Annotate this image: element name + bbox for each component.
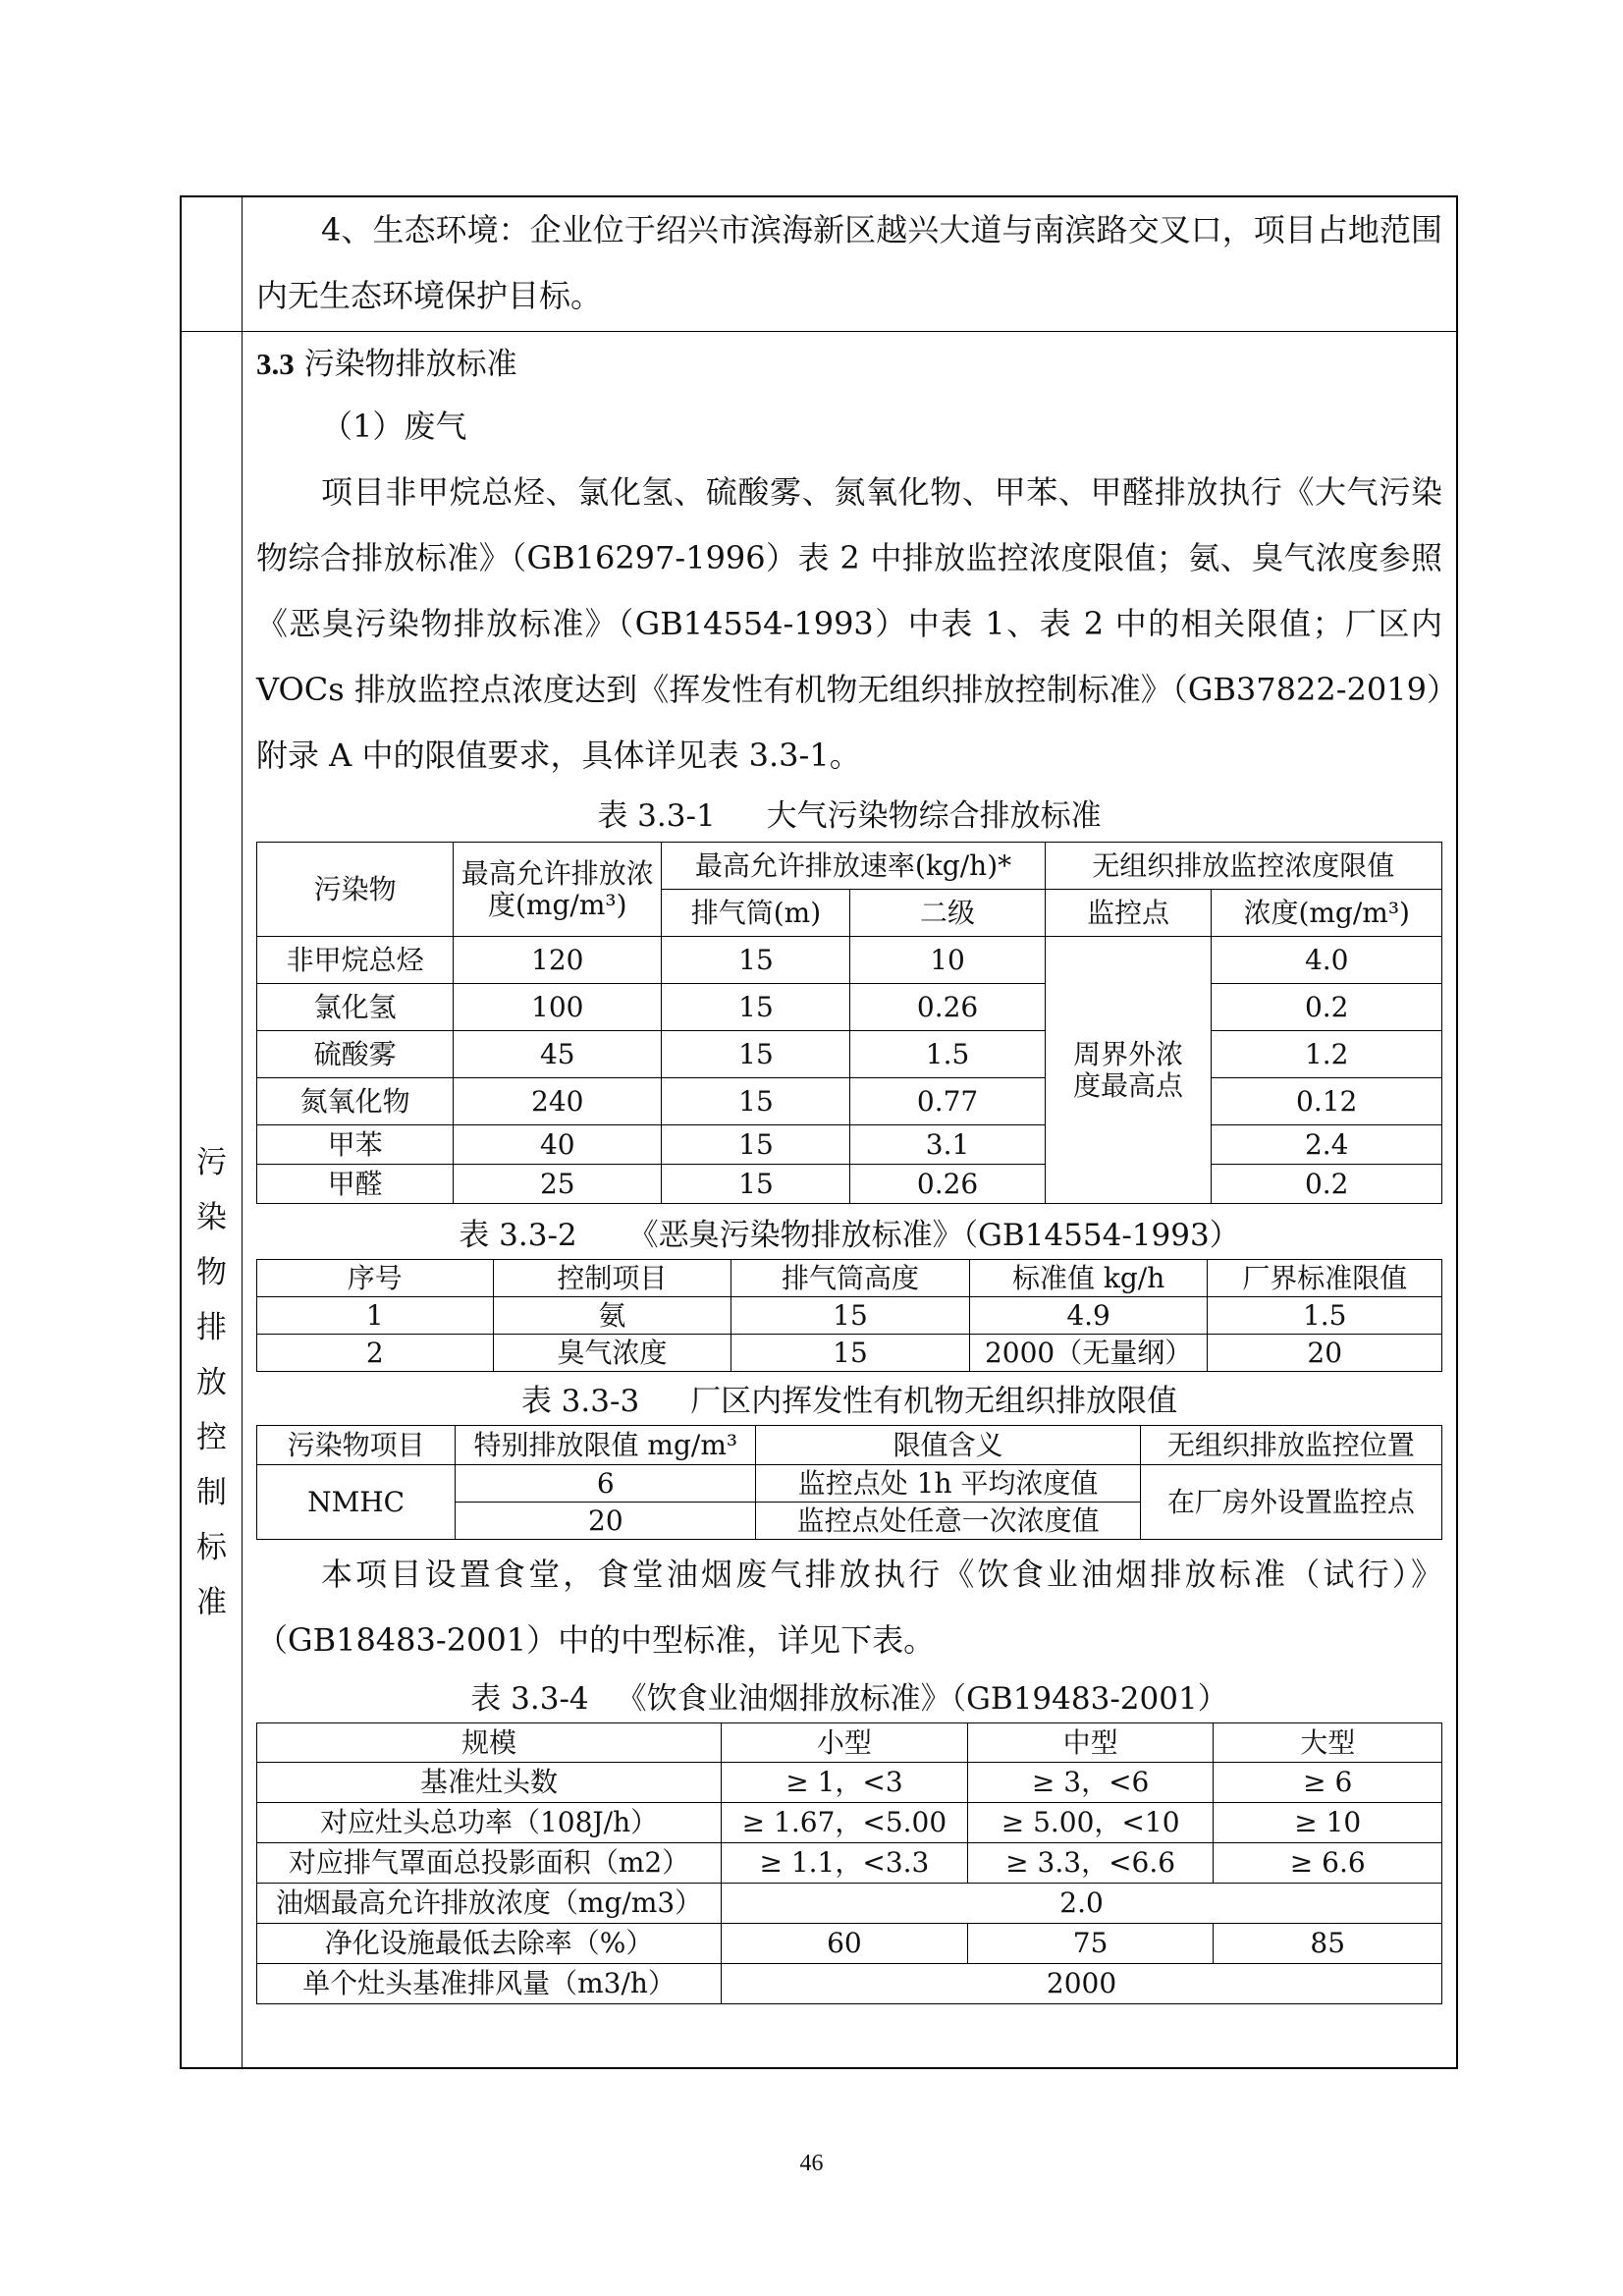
table-header-cell: 无组织排放监控位置 xyxy=(1140,1426,1441,1465)
table-cell: 非甲烷总烃 xyxy=(257,937,454,984)
table-cell: 4.9 xyxy=(969,1297,1208,1335)
table-cell: 1.5 xyxy=(850,1031,1045,1078)
table1 xyxy=(256,842,1442,1204)
table-cell: 2.0 xyxy=(722,1884,1442,1924)
table-cell: 1.5 xyxy=(1208,1297,1442,1335)
table-cell: ≥ 1.67，<5.00 xyxy=(722,1803,968,1843)
side-char: 标 xyxy=(196,1530,227,1565)
table-cell: 1.2 xyxy=(1212,1031,1442,1078)
side-char: 染 xyxy=(196,1200,227,1235)
table1-monitor-point: 周界外浓度最高点 xyxy=(1045,937,1212,1204)
section-heading xyxy=(256,345,1442,384)
standards-section xyxy=(256,345,1442,2004)
side-char: 放 xyxy=(196,1365,227,1400)
table-header-cell: 特别排放限值 mg/m³ xyxy=(456,1426,756,1465)
table-cell: 基准灶头数 xyxy=(257,1763,722,1803)
page-number: 46 xyxy=(799,2151,824,2176)
table-cell: 15 xyxy=(731,1297,970,1335)
table3-caption-title: 厂区内挥发性有机物无组织排放限值 xyxy=(690,1384,1178,1419)
table-header-cell: 污染物项目 xyxy=(257,1426,456,1465)
table-header-row xyxy=(257,1723,1442,1763)
table-cell: 3.1 xyxy=(850,1125,1045,1165)
table-cell: 15 xyxy=(662,937,850,984)
table-header-row xyxy=(257,1426,1442,1465)
canteen-text: 本项目设置食堂，食堂油烟废气排放执行《饮食业油烟排放标准（试行）》（GB18483-2001）中的中型标准，详见下表。 xyxy=(256,1556,1442,1659)
table-cell: 100 xyxy=(454,984,662,1031)
side-char: 准 xyxy=(196,1585,227,1620)
table-cell: ≥ 1.1，<3.3 xyxy=(722,1843,968,1884)
table2-caption-title: 《恶臭污染物排放标准》（GB14554-1993） xyxy=(627,1218,1240,1253)
table-cell: 氯化氢 xyxy=(257,984,454,1031)
table4-caption-no: 表 3.3-4 xyxy=(470,1681,589,1717)
table1-header-stack: 排气筒(m) xyxy=(662,890,850,937)
table-row xyxy=(257,1763,1442,1803)
side-char: 污 xyxy=(196,1145,227,1180)
table4-caption-title: 《饮食业油烟排放标准》（GB19483-2001） xyxy=(616,1681,1228,1717)
intro-text: 项目非甲烷总烃、氯化氢、硫酸雾、氮氧化物、甲苯、甲醛排放执行《大气污染物综合排放标准》（GB16297-1996）表 2 中排放监控浓度限值；氨、臭气浓度参照《恶臭污染物排放标准》（GB14554-1993）中表 1、表 2 中的相关限值；厂区内 VOCs 排放监控点浓度达到《挥发性有机物无组织排放控制标准》（GB37822-2019）附录 A 中的限值要求，具体详见表 3.3-1。 xyxy=(256,473,1442,774)
content-frame xyxy=(180,195,1458,2069)
table-cell: 0.26 xyxy=(850,984,1045,1031)
table-row xyxy=(257,1031,1442,1078)
table-cell: 2000 xyxy=(722,1964,1442,2004)
table-row xyxy=(257,937,1442,984)
column-divider xyxy=(242,197,243,2067)
table-cell: 2000（无量纲） xyxy=(969,1335,1208,1372)
table-cell: 0.2 xyxy=(1212,1165,1442,1204)
table-row xyxy=(257,1924,1442,1964)
table-cell: 监控点处 1h 平均浓度值 xyxy=(756,1465,1140,1503)
table-cell: 6 xyxy=(456,1465,756,1503)
table-cell: 40 xyxy=(454,1125,662,1165)
sub-title: （1）废气 xyxy=(321,408,467,445)
table-cell: 0.12 xyxy=(1212,1078,1442,1125)
table4-caption xyxy=(256,1679,1442,1719)
table-cell: ≥ 5.00，<10 xyxy=(967,1803,1214,1843)
table-row xyxy=(257,1125,1442,1165)
table-header-cell: 序号 xyxy=(257,1260,494,1297)
side-char: 物 xyxy=(196,1255,227,1290)
table1-header-pollutant: 污染物 xyxy=(257,843,454,937)
table-cell: 甲醛 xyxy=(257,1165,454,1204)
table-header-cell: 控制项目 xyxy=(493,1260,731,1297)
table-header-cell: 小型 xyxy=(722,1723,968,1763)
table-cell: 45 xyxy=(454,1031,662,1078)
side-char: 制 xyxy=(196,1475,227,1510)
env-section xyxy=(256,197,1442,329)
table-header-row xyxy=(257,1260,1442,1297)
table-header-cell: 标准值 kg/h xyxy=(969,1260,1208,1297)
table-cell: 油烟最高允许排放浓度（mg/m3） xyxy=(257,1884,722,1924)
table4 xyxy=(256,1722,1442,2004)
table-cell: 15 xyxy=(662,1125,850,1165)
table1-header-max-conc: 最高允许排放浓度(mg/m³) xyxy=(454,843,662,937)
table1-caption-title: 大气污染物综合排放标准 xyxy=(766,798,1102,834)
table-cell: 2.4 xyxy=(1212,1125,1442,1165)
table-cell: 10 xyxy=(850,937,1045,984)
table-cell: 氮氧化物 xyxy=(257,1078,454,1125)
table-cell: 0.77 xyxy=(850,1078,1045,1125)
table-cell: 监控点处任意一次浓度值 xyxy=(756,1503,1140,1540)
table-row xyxy=(257,1465,1442,1503)
table-header-cell: 限值含义 xyxy=(756,1426,1140,1465)
table-cell: 4.0 xyxy=(1212,937,1442,984)
table-cell: 240 xyxy=(454,1078,662,1125)
table3-caption-no: 表 3.3-3 xyxy=(520,1384,640,1419)
table-header-cell: 厂界标准限值 xyxy=(1208,1260,1442,1297)
table-cell: 0.26 xyxy=(850,1165,1045,1204)
table-cell: 臭气浓度 xyxy=(493,1335,731,1372)
table-cell: 15 xyxy=(662,1031,850,1078)
row-divider xyxy=(182,331,1456,332)
table-cell: 对应排气罩面总投影面积（m2） xyxy=(257,1843,722,1884)
table3 xyxy=(256,1425,1442,1540)
table-cell: 25 xyxy=(454,1165,662,1204)
table1-header-conc: 浓度(mg/m³) xyxy=(1212,890,1442,937)
table-cell: ≥ 6.6 xyxy=(1214,1843,1442,1884)
table1-caption xyxy=(256,796,1442,836)
table-cell: ≥ 10 xyxy=(1214,1803,1442,1843)
table-row xyxy=(257,1297,1442,1335)
table2-caption-no: 表 3.3-2 xyxy=(459,1218,577,1253)
side-label xyxy=(182,1135,242,1630)
table2-caption xyxy=(256,1216,1442,1255)
table-row xyxy=(257,1078,1442,1125)
table-cell: ≥ 6 xyxy=(1214,1763,1442,1803)
table1-caption-no: 表 3.3-1 xyxy=(597,798,716,834)
table-header-cell: 规模 xyxy=(257,1723,722,1763)
table-cell: 15 xyxy=(662,1078,850,1125)
table1-header-point: 监控点 xyxy=(1045,890,1212,937)
table-cell: 单个灶头基准排风量（m3/h） xyxy=(257,1964,722,2004)
table-row xyxy=(257,1843,1442,1884)
table-cell: 85 xyxy=(1214,1924,1442,1964)
section-title: 污染物排放标准 xyxy=(303,347,517,382)
side-char: 控 xyxy=(196,1420,227,1455)
table-row xyxy=(257,1803,1442,1843)
table-row xyxy=(257,1165,1442,1204)
side-char: 排 xyxy=(196,1310,227,1345)
table-cell: 1 xyxy=(257,1297,494,1335)
table-row xyxy=(257,1964,1442,2004)
section-number: 3.3 xyxy=(256,347,295,381)
table-cell: 15 xyxy=(731,1335,970,1372)
table-cell: 75 xyxy=(967,1924,1214,1964)
env-text: 4、生态环境：企业位于绍兴市滨海新区越兴大道与南滨路交叉口，项目占地范围内无生态环境保护目标。 xyxy=(256,211,1442,314)
table-cell: ≥ 3，<6 xyxy=(967,1763,1214,1803)
table-row xyxy=(257,984,1442,1031)
table-cell: 60 xyxy=(722,1924,968,1964)
table2 xyxy=(256,1259,1442,1372)
table1-header-fugitive: 无组织排放监控浓度限值 xyxy=(1045,843,1441,890)
table1-header-grade: 二级 xyxy=(850,890,1045,937)
table-cell: 15 xyxy=(662,1165,850,1204)
table-cell: 净化设施最低去除率（%） xyxy=(257,1924,722,1964)
table-header-cell: 中型 xyxy=(967,1723,1214,1763)
table-cell: 0.2 xyxy=(1212,984,1442,1031)
table-cell: 硫酸雾 xyxy=(257,1031,454,1078)
table-row xyxy=(257,1335,1442,1372)
table-cell: 甲苯 xyxy=(257,1125,454,1165)
table-row xyxy=(257,1884,1442,1924)
table-cell: 氨 xyxy=(493,1297,731,1335)
table3-caption xyxy=(256,1382,1442,1421)
table-cell: 20 xyxy=(456,1503,756,1540)
table-cell: ≥ 1，<3 xyxy=(722,1763,968,1803)
table-header-cell: 排气筒高度 xyxy=(731,1260,970,1297)
table1-header-rate: 最高允许排放速率(kg/h)* xyxy=(662,843,1045,890)
table-header-cell: 大型 xyxy=(1214,1723,1442,1763)
table-cell: ≥ 3.3，<6.6 xyxy=(967,1843,1214,1884)
table-cell: 20 xyxy=(1208,1335,1442,1372)
table-cell: 15 xyxy=(662,984,850,1031)
table-cell: 2 xyxy=(257,1335,494,1372)
table-cell: 120 xyxy=(454,937,662,984)
table3-location: 在厂房外设置监控点 xyxy=(1140,1465,1441,1540)
table3-item: NMHC xyxy=(257,1465,456,1540)
table-cell: 对应灶头总功率（108J/h） xyxy=(257,1803,722,1843)
